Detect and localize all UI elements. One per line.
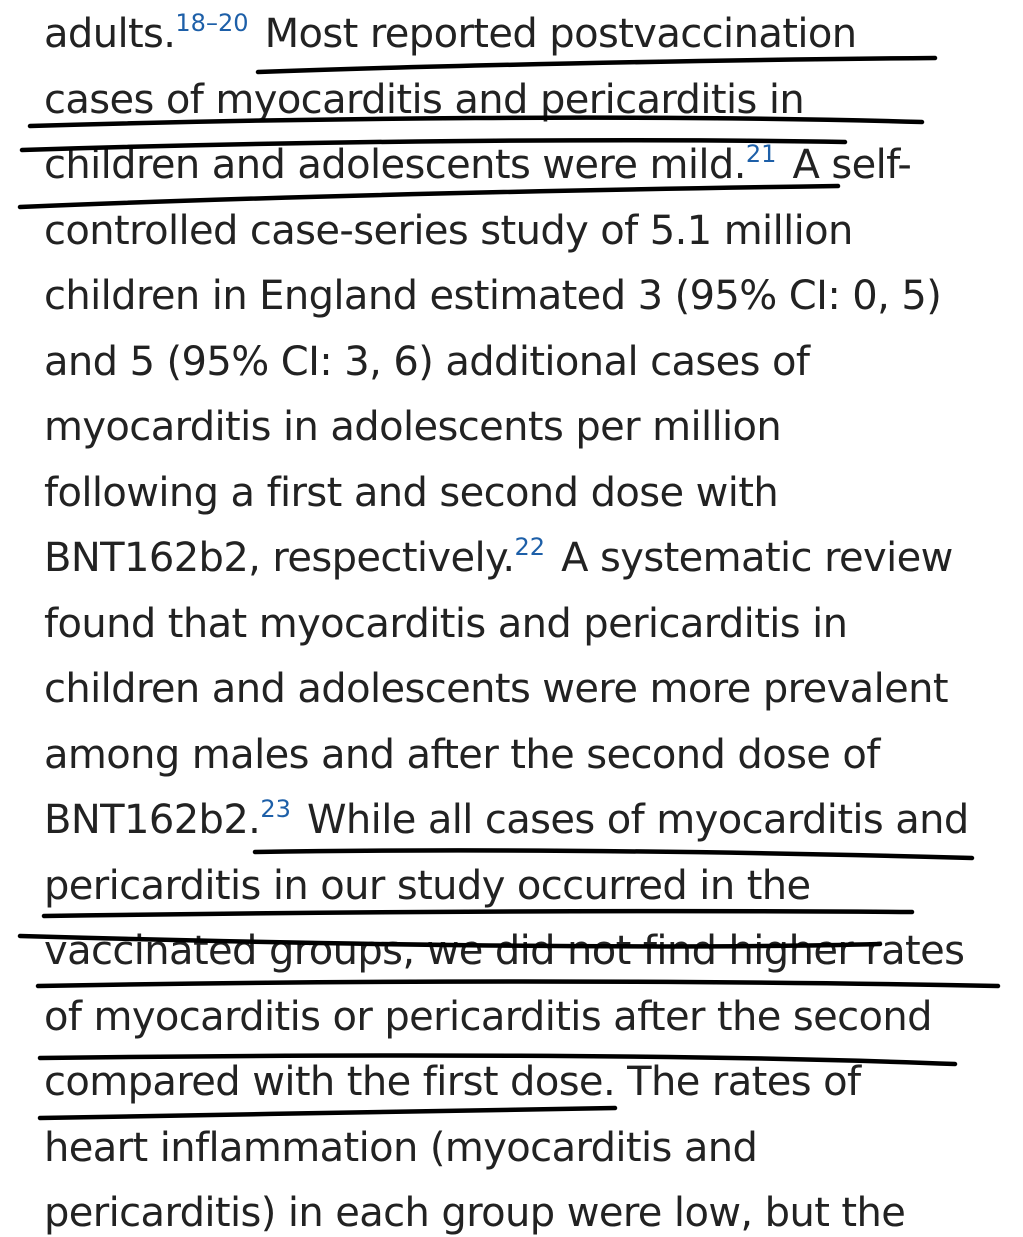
line-text: children and adolescents were mild. — [44, 142, 746, 188]
line-text: children in England estimated 3 (95% CI: 0, 5) — [44, 273, 942, 319]
line-text: following a first and second dose with — [44, 469, 779, 516]
citation-link[interactable]: 21 — [745, 140, 777, 168]
line-text: BNT162b2, respectively. — [44, 535, 515, 581]
citation-link[interactable]: 18–20 — [175, 9, 249, 37]
line-text: myocarditis in adolescents per million — [44, 404, 782, 450]
line-text: pericarditis) in each group were low, but the — [44, 1190, 906, 1236]
citation-link[interactable]: 22 — [514, 533, 546, 561]
line-text: cases of myocarditis and pericarditis in — [44, 76, 805, 123]
text-line — [44, 731, 880, 779]
text-line — [44, 862, 811, 910]
text-line — [44, 993, 932, 1041]
underline-1a — [258, 58, 935, 72]
text-line — [44, 600, 847, 648]
underline-2a — [255, 850, 972, 858]
text-line — [44, 469, 778, 517]
line-text: controlled case-series study of 5.1 million — [44, 207, 853, 254]
line-text-continued: The rates of — [615, 1059, 861, 1105]
line-text-continued: Most reported postvaccination — [252, 11, 857, 57]
underline-2d — [38, 982, 998, 987]
underline-2f — [40, 1108, 615, 1118]
text-line — [44, 1124, 757, 1172]
text-line — [44, 1189, 905, 1237]
text-line — [44, 207, 853, 255]
underline-1d — [20, 186, 838, 207]
text-line — [44, 338, 809, 386]
text-line — [44, 403, 781, 451]
line-text: adults. — [44, 11, 176, 57]
text-line — [44, 141, 911, 189]
line-text-continued: While all cases of myocarditis and — [294, 797, 969, 843]
text-line — [44, 927, 964, 975]
text-line — [44, 796, 969, 844]
text-line — [44, 76, 804, 124]
line-text-continued: A self- — [780, 142, 912, 188]
line-text: pericarditis in our study occurred in the — [44, 862, 811, 909]
line-text: BNT162b2. — [44, 797, 261, 843]
citation-link[interactable]: 23 — [260, 795, 291, 823]
text-line — [44, 10, 856, 58]
text-line — [44, 665, 948, 713]
line-text: vaccinated groups, we did not find higher rates — [44, 928, 965, 974]
text-line — [44, 534, 953, 582]
underline-2b — [44, 911, 912, 916]
line-text: found that myocarditis and pericarditis in — [44, 600, 848, 647]
line-text: and 5 (95% CI: 3, 6) additional cases of — [44, 338, 810, 385]
text-line — [44, 272, 941, 320]
line-text: of myocarditis or pericarditis after the second — [44, 993, 932, 1040]
line-text: compared with the first dose. — [44, 1059, 616, 1105]
text-line — [44, 1058, 860, 1106]
line-text-continued: A systematic review — [549, 535, 953, 581]
line-text: among males and after the second dose of — [44, 731, 880, 778]
line-text: heart inflammation (myocarditis and — [44, 1124, 758, 1171]
line-text: children and adolescents were more prevalent — [44, 666, 948, 712]
